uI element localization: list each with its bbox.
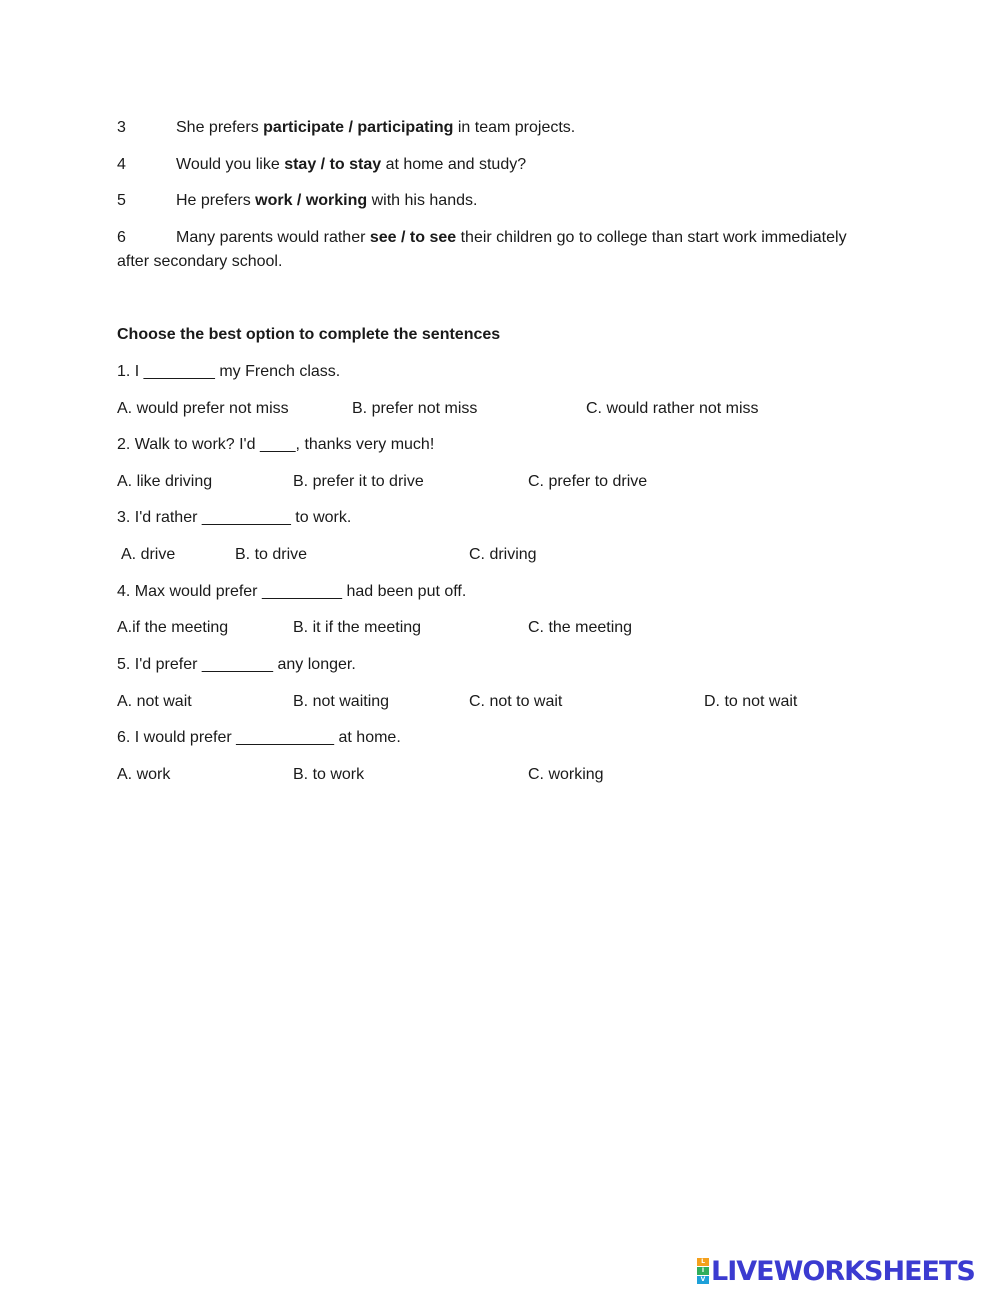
q3-option-b: B. to drive — [235, 546, 308, 563]
liveworksheets-logo — [697, 1254, 975, 1288]
sentence-text: their children go to college than start work immediately — [456, 229, 847, 246]
q4-option-c: C. the meeting — [528, 619, 633, 636]
sentence-text: in team projects. — [453, 119, 576, 136]
sentence-6 — [117, 226, 847, 250]
sentence-text: Would you like — [176, 156, 285, 173]
choice-text: see / to see — [369, 229, 457, 246]
q1-option-c: C. would rather not miss — [586, 400, 759, 417]
question-3: 3. I'd rather __________ to work. — [117, 509, 352, 526]
q2-option-c: C. prefer to drive — [528, 473, 648, 490]
question-6: 6. I would prefer ___________ at home. — [117, 729, 401, 746]
choice-text: stay / to stay — [284, 156, 382, 173]
question-5: 5. I'd prefer ________ any longer. — [117, 656, 356, 673]
q4-option-b: B. it if the meeting — [293, 619, 422, 636]
q6-option-c: C. working — [528, 766, 604, 783]
sentence-text: with his hands. — [367, 192, 478, 209]
q1-option-b: B. prefer not miss — [352, 400, 478, 417]
sentence-number: 4 — [117, 156, 126, 173]
logo-text: LIVEWORKSHEETS — [711, 1255, 975, 1287]
sentence-6-continued: after secondary school. — [117, 253, 283, 270]
sentence-number: 3 — [117, 119, 126, 136]
section-heading: Choose the best option to complete the sentences — [117, 326, 501, 343]
sentence-3 — [117, 116, 575, 140]
q2-option-b: B. prefer it to drive — [293, 473, 424, 490]
sentence-number: 6 — [117, 229, 126, 246]
logo-block: L — [697, 1258, 709, 1266]
question-1: 1. I ________ my French class. — [117, 363, 341, 380]
sentence-text: at home and study? — [381, 156, 527, 173]
q4-option-a: A.if the meeting — [117, 619, 229, 636]
sentence-text: Many parents would rather — [176, 229, 370, 246]
choice-text: work / working — [255, 192, 368, 209]
q5-option-a: A. not wait — [117, 693, 192, 710]
choice-text: participate / participating — [263, 119, 454, 136]
sentence-5 — [117, 189, 477, 213]
q3-option-a: A. drive — [121, 546, 176, 563]
q3-option-c: C. driving — [469, 546, 537, 563]
sentence-text: He prefers — [176, 192, 256, 209]
q5-option-b: B. not waiting — [293, 693, 390, 710]
logo-blocks-icon — [697, 1258, 709, 1284]
q6-option-a: A. work — [117, 766, 171, 783]
sentence-text: She prefers — [176, 119, 264, 136]
question-4: 4. Max would prefer _________ had been put off. — [117, 583, 467, 600]
sentence-number: 5 — [117, 192, 126, 209]
q5-option-c: C. not to wait — [469, 693, 563, 710]
q2-option-a: A. like driving — [117, 473, 213, 490]
question-2: 2. Walk to work? I'd ____, thanks very much! — [117, 436, 435, 453]
logo-block: V — [697, 1276, 709, 1284]
logo-block: I — [697, 1267, 709, 1275]
q6-option-b: B. to work — [293, 766, 365, 783]
sentence-4 — [117, 153, 526, 177]
q5-option-d: D. to not wait — [704, 693, 798, 710]
q1-option-a: A. would prefer not miss — [117, 400, 289, 417]
